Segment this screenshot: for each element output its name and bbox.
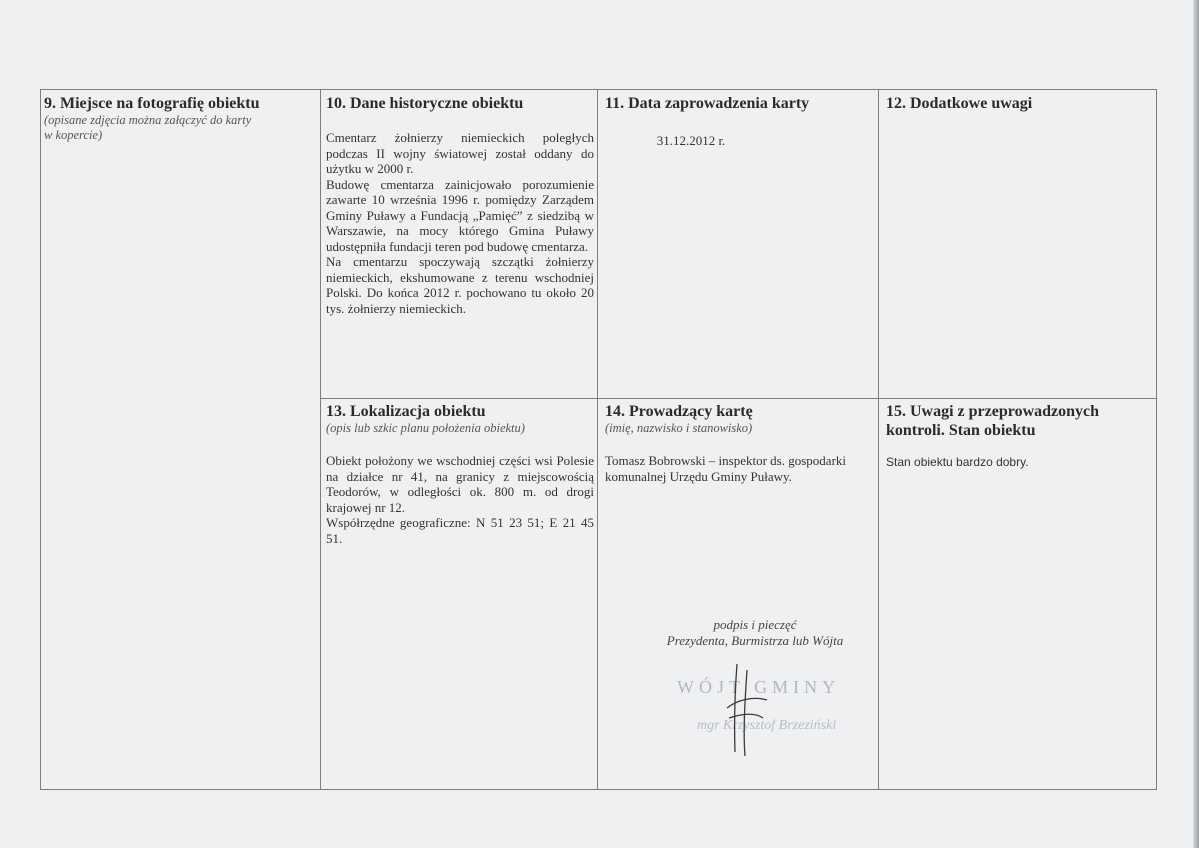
- cell-13-heading: 13. Lokalizacja obiektu: [326, 403, 486, 420]
- cell-card-date: [605, 94, 877, 149]
- cell-12-heading: 12. Dodatkowe uwagi: [886, 95, 1033, 112]
- official-stamp-name: mgr Krzysztof Brzeziński: [697, 718, 837, 733]
- paragraph: Na cmentarzu spoczywają szczątki żołnierzy niemieckich, ekshumowane z terenu wschodniej Polski. Do końca 2012 r. pochowano tu około 20 tys. żołnierzy niemieckich.: [326, 254, 594, 316]
- cell-10-heading: 10. Dane historyczne obiektu: [326, 95, 524, 112]
- cell-14-heading: 14. Prowadzący kartę: [605, 403, 753, 420]
- object-condition-value: Stan obiektu bardzo dobry.: [886, 455, 1029, 469]
- paragraph: Cmentarz żołnierzy niemieckich poległych podczas II wojny światowej został oddany do użytku w 2000 r.: [326, 130, 594, 176]
- divider: [878, 90, 879, 789]
- cell-9-heading: 9. Miejsce na fotografię obiektu: [44, 95, 260, 112]
- divider: [597, 90, 598, 789]
- cell-15-heading: 15. Uwagi z przeprowadzonych kontroli. Stan obiektu: [886, 403, 1100, 439]
- cell-10-text: [326, 130, 594, 316]
- scan-edge: [1193, 0, 1199, 848]
- cell-9-subheading: (opisane zdjęcia można załączyć do karty: [44, 113, 252, 127]
- cell-13-subheading: (opis lub szkic planu położenia obiektu): [326, 421, 525, 435]
- cell-9-subheading: w kopercie): [44, 128, 103, 142]
- divider: [320, 90, 321, 789]
- signature-caption: [605, 617, 905, 649]
- card-date-value: 31.12.2012 r.: [656, 133, 726, 148]
- cell-historical-data: [326, 94, 597, 316]
- cell-card-keeper: [605, 402, 877, 788]
- form-table: [40, 89, 1157, 790]
- cell-inspection-notes: [886, 402, 1154, 471]
- official-stamp-title: WÓJT GMINY: [677, 677, 841, 697]
- signature-caption-line: Prezydenta, Burmistrza lub Wójta: [666, 633, 844, 648]
- paragraph: Współrzędne geograficzne: N 51 23 51; E 21 45 51.: [326, 515, 594, 546]
- cell-photo-place: [44, 94, 316, 143]
- signature-caption-line: podpis i pieczęć: [713, 617, 797, 632]
- cell-location: [326, 402, 597, 546]
- divider: [320, 398, 1156, 399]
- paragraph: Obiekt położony we wschodniej części wsi Polesie na działce nr 41, na granicy z miejscowością Teodorów, w odległości ok. 800 m. od drogi krajowej nr 12.: [326, 453, 594, 515]
- cell-13-text: [326, 453, 594, 546]
- cell-additional-notes: [886, 94, 1154, 113]
- cell-14-subheading: (imię, nazwisko i stanowisko): [605, 421, 753, 435]
- card-keeper-value: Tomasz Bobrowski – inspektor ds. gospodarki komunalnej Urzędu Gminy Puławy.: [605, 453, 847, 484]
- handwritten-signature-icon: [723, 660, 773, 760]
- paragraph: Budowę cmentarza zainicjowało porozumienie zawarte 10 września 1996 r. pomiędzy Zarządem Gminy Puławy a Fundacją „Pamięć” z siedzibą w Warszawie, na mocy którego Gmina Puławy udostępniła fundacji teren pod budowę cmentarza.: [326, 176, 594, 254]
- cell-11-heading: 11. Data zaprowadzenia karty: [605, 95, 810, 112]
